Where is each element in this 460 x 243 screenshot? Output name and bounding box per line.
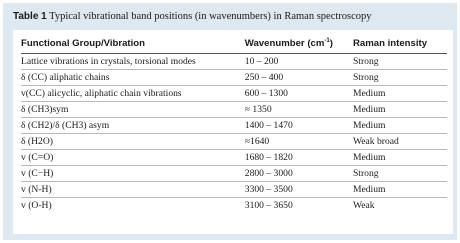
table-frame	[3, 3, 457, 240]
group-cell: δ (CC) aliphatic chains	[21, 70, 241, 86]
intensity-cell: Medium	[349, 118, 447, 134]
intensity-cell: Medium	[349, 102, 447, 118]
group-cell: δ (CH2)/δ (CH3) asym	[21, 118, 241, 134]
table-row	[21, 182, 447, 198]
wavenumber-cell: 3100 – 3650	[244, 200, 293, 211]
table-row	[21, 102, 447, 118]
header-wavenumber-close: )	[329, 38, 333, 49]
group-cell: v (C−H)	[21, 166, 241, 182]
table-row	[21, 86, 447, 102]
table-row	[21, 54, 447, 70]
table-row	[21, 70, 447, 86]
caption-text: Typical vibrational band positions (in wavenumbers) in Raman spectroscopy	[49, 11, 372, 22]
group-cell: v (O-H)	[21, 200, 52, 211]
wavenumber-cell: 3300 – 3500	[241, 182, 349, 198]
intensity-cell: Weak broad	[349, 134, 447, 150]
wavenumber-cell: 10 – 200	[241, 54, 349, 70]
table-row	[21, 134, 447, 150]
group-cell: δ (CH3)sym	[21, 102, 241, 118]
header-intensity: Raman intensity	[349, 35, 447, 54]
header-wavenumber-sup: -1	[324, 37, 330, 44]
wavenumber-cell: ≈1640	[241, 134, 349, 150]
wavenumber-cell: 1680 – 1820	[241, 150, 349, 166]
table-row	[21, 150, 447, 166]
caption-label: Table 1	[13, 11, 47, 22]
group-cell: δ (H2O)	[21, 134, 241, 150]
wavenumber-cell: 600 – 1300	[241, 86, 349, 102]
intensity-cell: Strong	[349, 70, 447, 86]
intensity-cell: Medium	[349, 182, 447, 198]
wavenumber-cell: 2800 – 3000	[241, 166, 349, 182]
intensity-cell: Strong	[349, 166, 447, 182]
header-wavenumber	[241, 35, 349, 54]
table-row	[21, 166, 447, 182]
table-row	[21, 198, 447, 214]
intensity-cell: Medium	[349, 86, 447, 102]
header-wavenumber-text: Wavenumber (cm	[244, 38, 325, 49]
wavenumber-cell: ≈ 1350	[241, 102, 349, 118]
wavenumber-cell: 1400 – 1470	[241, 118, 349, 134]
header-row	[21, 35, 447, 54]
group-cell: Lattice vibrations in crystals, torsional modes	[21, 54, 241, 70]
group-cell: v (C=O)	[21, 150, 241, 166]
wavenumber-cell: 250 – 400	[241, 70, 349, 86]
intensity-cell: Weak	[352, 200, 375, 211]
intensity-cell: Strong	[349, 54, 447, 70]
group-cell: v(CC) alicyclic, aliphatic chain vibrations	[21, 86, 241, 102]
table-panel	[13, 30, 453, 234]
group-cell: v (N-H)	[21, 182, 241, 198]
vibrational-band-table	[21, 35, 447, 213]
intensity-cell: Medium	[349, 150, 447, 166]
table-caption	[13, 11, 372, 22]
header-group: Functional Group/Vibration	[21, 35, 241, 54]
table-row	[21, 118, 447, 134]
